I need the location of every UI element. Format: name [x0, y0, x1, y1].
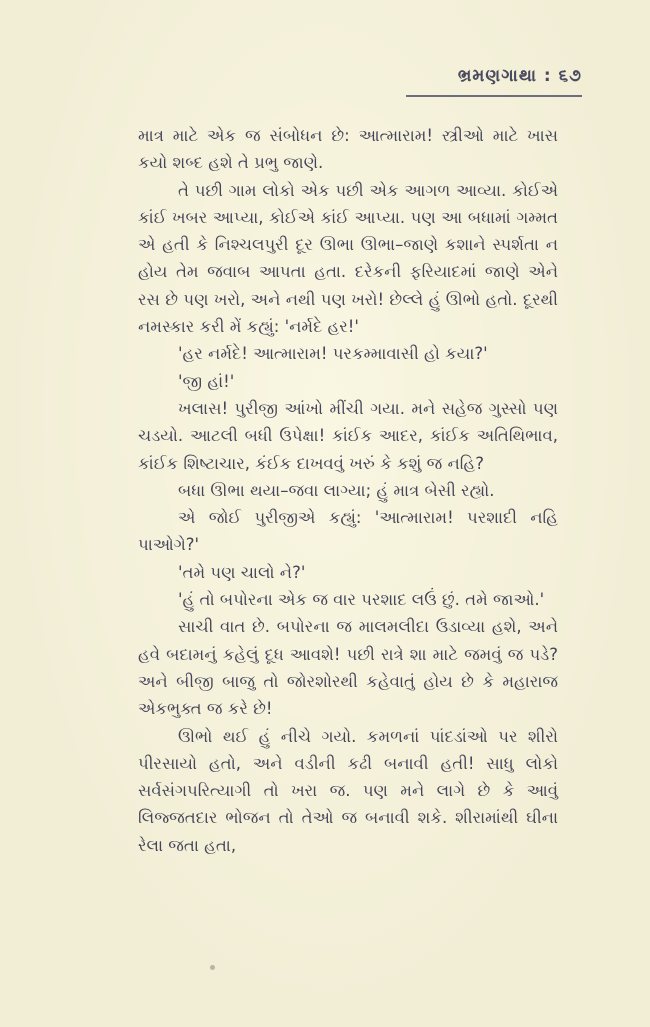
running-header: ભ્રમણગાથા : ૬૭ [457, 66, 582, 86]
dialogue-line: એ જોઈ પુરીજીએ કહ્યું: 'આત્મારામ! પરશાદી નહિ પાઓગે?' [138, 508, 558, 555]
paragraph: માત્ર માટે એક જ સંબોધન છે: આત્મારામ! સ્ત્રીઓ માટે ખાસ કયો શબ્દ હશે તે પ્રભુ જાણે. [138, 126, 558, 173]
paragraph: તે પછી ગામ લોકો એક પછી એક આગળ આવ્યા. કોઈએ કાંઈ ખબર આપ્યા, કોઈએ કાંઈ આપ્યા. પણ આ બધામાં ગમ્મત એ હતી કે નિશ્ચલપુરી દૂર ઊભા ઊભા–જાણે કશાને સ્પર્શતા ન હોય તેમ જવાબ આપતા હતા. દરેકની ફરિયાદમાં જાણે એને રસ છે પણ ખરો, અને નથી પણ ખરો! છેલ્લે હું ઊભો હતો. દૂરથી નમસ્કાર કરી મેં કહ્યું: 'નર્મદે હર!' [138, 180, 558, 337]
paragraph: સાચી વાત છે. બપોરના જ માલમલીદા ઉડાવ્યા હશે, અને હવે બદામનું કહેલું દૂધ આવશે! પછી રાત્રે શા માટે જમવું જ પડે? અને બીજી બાજુ તો જોરશોરથી કહેવાતું હોય છે કે મહારાજ એકભુક્ત જ કરે છે! [138, 617, 558, 719]
paragraph: ખલાસ! પુરીજી આંખો મીંચી ગયા. મને સહેજ ગુસ્સો પણ ચડયો. આટલી બધી ઉપેક્ષા! કાંઈક આદર, કાંઈક અતિથિભાવ, કાંઈક શિષ્ટાચાર, કંઈક દાખવવું ખરું કે કશું જ નહિ? [138, 398, 558, 473]
dialogue-line: 'હું તો બપોરના એક જ વાર પરશાદ લઉં છું. તમે જાઓ.' [178, 590, 545, 610]
dialogue-line: 'તમે પણ ચાલો ને?' [178, 562, 306, 582]
header-underline [406, 92, 582, 97]
dialogue-line: 'જી હાં!' [178, 371, 235, 391]
dialogue-line: 'હર નર્મદે! આત્મારામ! પરકમ્માવાસી હો કયા?' [178, 344, 488, 364]
print-speck [210, 965, 215, 970]
body-text [138, 122, 558, 859]
paragraph: બધા ઊભા થયા–જવા લાગ્યા; હું માત્ર બેસી રહ્યો. [178, 480, 495, 500]
paragraph: ઊભો થઈ હું નીચે ગયો. કમળનાં પાંદડાંઓ પર શીરો પીરસાયો હતો, અને વડીની કઢી બનાવી હતી! સાધુ લોકો સર્વસંગપરિત્યાગી તો ખરા જ. પણ મને લાગે છે કે આવું લિજ્જતદાર ભોજન તો તેઓ જ બનાવી શકે. શીરામાંથી ઘીના રેલા જતા હતા, [138, 726, 558, 855]
